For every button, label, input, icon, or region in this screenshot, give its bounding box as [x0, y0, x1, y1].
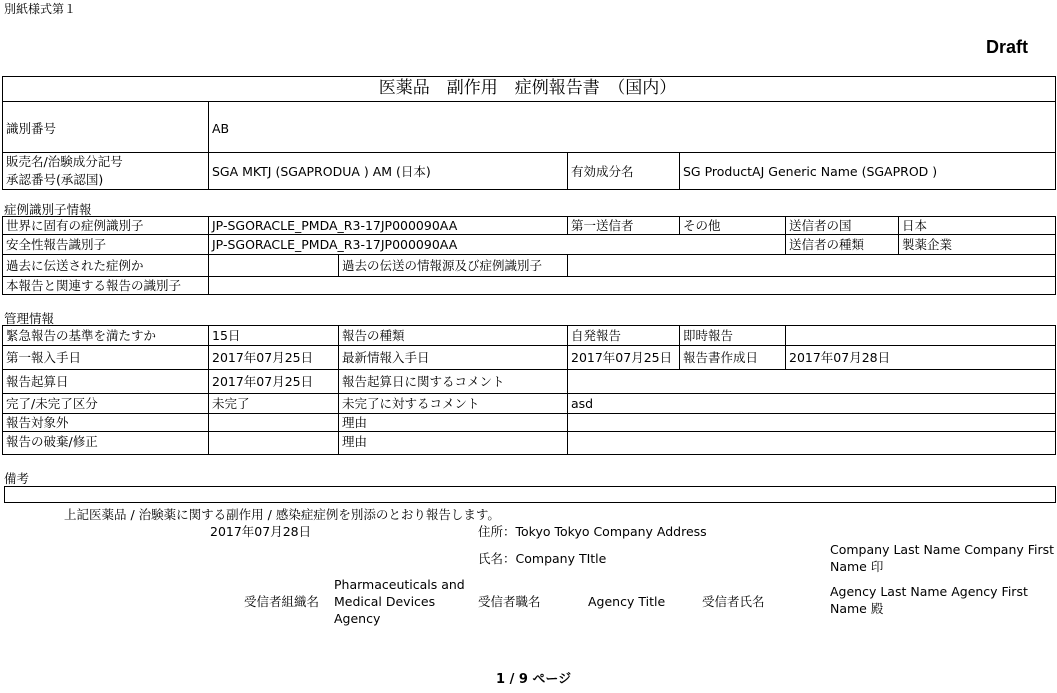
worldwide-id-value: JP-SGORACLE_PMDA_R3-17JP000090AA — [212, 218, 458, 233]
recipient-title-label: 受信者職名 — [478, 594, 541, 609]
first-received-label: 第一報入手日 — [6, 350, 82, 365]
name-value: Company TItle — [515, 551, 607, 566]
recipient-name-line1: Agency Last Name Agency First — [830, 584, 1028, 599]
urgent-label: 緊急報告の基準を満たすか — [6, 328, 157, 343]
incomplete-comment-label: 未完了に対するコメント — [342, 396, 480, 411]
first-sender-label: 第一送信者 — [571, 218, 634, 233]
page-title: 医薬品 副作用 症例報告書 （国内） — [378, 78, 677, 98]
recipient-name-line2: Name 殿 — [830, 601, 884, 616]
immediate-report-label: 即時報告 — [683, 328, 734, 343]
remarks-box — [4, 486, 1056, 503]
prev-source-label: 過去の伝送の情報源及び症例識別子 — [342, 258, 543, 273]
page-number: 1 / 9 ページ — [496, 672, 572, 687]
safety-id-label: 安全性報告識別子 — [6, 237, 107, 252]
nullify-label: 報告の破棄/修正 — [6, 434, 98, 449]
address-label: 住所： — [478, 524, 516, 539]
sender-type-value: 製薬企業 — [902, 237, 953, 252]
recipient-org-line3: Agency — [334, 611, 381, 626]
urgent-value: 15日 — [212, 328, 241, 343]
report-type-label: 報告の種類 — [342, 328, 405, 343]
recipient-name-label: 受信者氏名 — [702, 594, 765, 609]
company-person-line1: Company Last Name Company First — [830, 542, 1055, 557]
report-created-value: 2017年07月28日 — [789, 350, 891, 365]
report-date: 2017年07月28日 — [210, 524, 312, 539]
incomplete-comment-value: asd — [571, 396, 594, 411]
name-line — [478, 551, 606, 567]
report-type-value: 自発報告 — [571, 328, 622, 343]
excluded-label: 報告対象外 — [6, 415, 69, 430]
case-section-header: 症例識別子情報 — [4, 202, 92, 217]
worldwide-id-label: 世界に固有の症例識別子 — [6, 218, 144, 233]
remarks-label: 備考 — [4, 471, 30, 486]
start-date-value: 2017年07月25日 — [212, 374, 314, 389]
recipient-title-value: Agency Title — [588, 594, 666, 609]
id-label: 識別番号 — [6, 121, 57, 136]
ingredient-label: 有効成分名 — [571, 164, 634, 179]
prev-transmitted-label: 過去に伝送された症例か — [6, 258, 144, 273]
product-value: SGA MKTJ (SGAPRODUA ) AM (日本) — [212, 164, 431, 179]
first-received-value: 2017年07月25日 — [212, 350, 314, 365]
form-number: 別紙様式第１ — [4, 2, 77, 16]
sender-type-label: 送信者の種類 — [789, 237, 865, 252]
completion-value: 未完了 — [212, 396, 250, 411]
start-comment-label: 報告起算日に関するコメント — [342, 374, 505, 389]
sender-country-label: 送信者の国 — [789, 218, 852, 233]
product-label: 販売名/治験成分記号 — [6, 154, 123, 169]
start-date-label: 報告起算日 — [6, 374, 69, 389]
latest-received-value: 2017年07月25日 — [571, 350, 673, 365]
recipient-org-label: 受信者組織名 — [244, 594, 320, 609]
latest-received-label: 最新情報入手日 — [342, 350, 430, 365]
recipient-org-line1: Pharmaceuticals and — [334, 577, 465, 592]
report-created-label: 報告書作成日 — [683, 350, 759, 365]
company-person-line2: Name 印 — [830, 559, 884, 574]
ingredient-value: SG ProductAJ Generic Name (SGAPROD ) — [683, 164, 938, 179]
draft-watermark: Draft — [986, 37, 1029, 57]
address-line — [478, 524, 707, 540]
approval-label: 承認番号(承認国) — [6, 172, 104, 187]
name-label: 氏名： — [478, 551, 516, 566]
linked-report-label: 本報告と関連する報告の識別子 — [6, 278, 182, 293]
sender-country-value: 日本 — [902, 218, 928, 233]
id-value: AB — [212, 121, 230, 136]
safety-id-value: JP-SGORACLE_PMDA_R3-17JP000090AA — [212, 237, 458, 252]
first-sender-value: その他 — [683, 218, 721, 233]
recipient-org-line2: Medical Devices — [334, 594, 436, 609]
excluded-reason-label: 理由 — [342, 415, 368, 430]
completion-label: 完了/未完了区分 — [6, 396, 98, 411]
address-value: Tokyo Tokyo Company Address — [515, 524, 707, 539]
admin-section-header: 管理情報 — [4, 311, 55, 326]
nullify-reason-label: 理由 — [342, 434, 368, 449]
declaration-text: 上記医薬品 / 治験薬に関する副作用 / 感染症症例を別添のとおり報告します。 — [64, 507, 500, 522]
